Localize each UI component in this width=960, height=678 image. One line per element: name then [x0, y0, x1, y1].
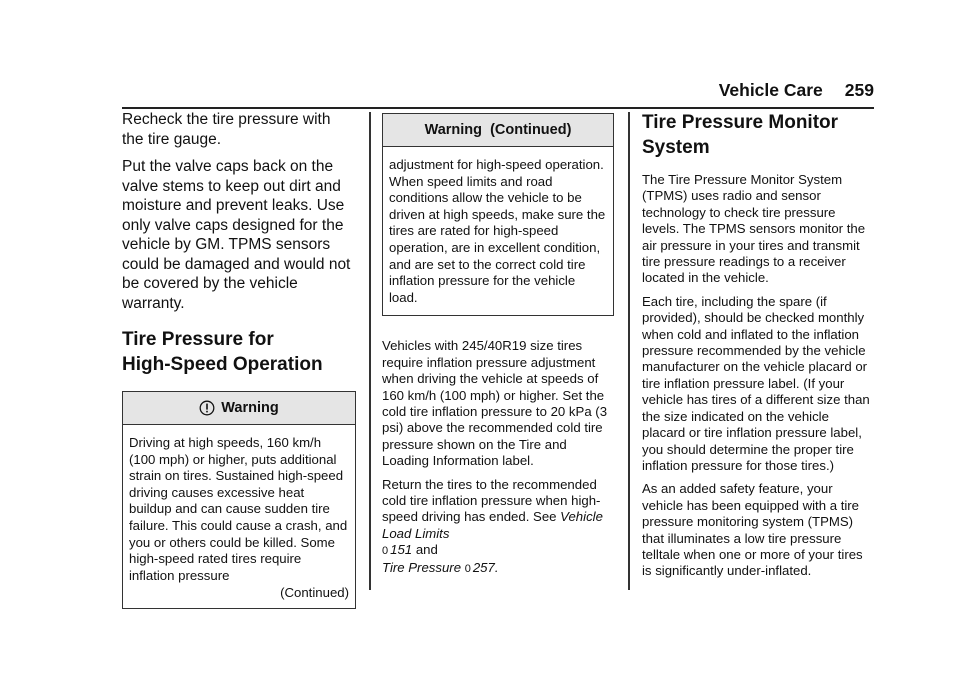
column-divider — [628, 112, 630, 590]
paragraph: Each tire, including the spare (if provided), should be checked monthly when cold and inflated to the inflation pressure recommended by the vehicle manufacturer on the vehicle placard or tire inflation pressure label. (If your vehicle has tires of a different size than the size indicated on the vehicle placard or tire inflation pressure label, you should determine the proper tire inflation pressure for those tires.) — [642, 293, 870, 473]
column-divider — [369, 112, 371, 590]
paragraph: As an added safety feature, your vehicle has been equipped with a tire pressure monitoring system (TPMS) that illuminates a low tire pressure telltale when one or more of your tires is significantly under-inflated. — [642, 481, 863, 579]
warning-title: Warning — [221, 400, 279, 416]
warning-header — [383, 114, 613, 147]
heading-line: Tire Pressure for — [122, 329, 274, 350]
warning-text: adjustment for high-speed operation. When speed limits and road conditions allow the vehicle to be driven at high speeds, make sure the tires are rated for high-speed operation, are in excellent condition, and are set to the correct cold tire inflation pressure for the vehicle load. — [389, 157, 606, 305]
continued-label: (Continued) — [280, 585, 349, 601]
conjunction: and — [415, 542, 438, 558]
heading-line: Tire Pressure Monitor — [642, 112, 839, 133]
page-reference-icon: 0 — [464, 562, 471, 575]
heading-line: System — [642, 137, 710, 158]
section-title: Vehicle Care — [718, 80, 823, 100]
paragraph-text: Return the tires to the recommended cold tire inflation pressure when high-speed driving has ended. See — [382, 476, 601, 525]
column-left — [122, 110, 356, 609]
paragraph: Recheck the tire pressure with the tire gauge. — [122, 111, 331, 148]
reference-link-vehicle-load-limits[interactable]: Vehicle Load Limits — [382, 509, 603, 541]
paragraph-with-references — [382, 477, 614, 577]
warning-header — [123, 392, 355, 425]
warning-body — [123, 425, 355, 608]
warning-body — [383, 147, 613, 315]
heading-line: High-Speed Operation — [122, 354, 323, 375]
section-heading — [122, 327, 356, 377]
warning-title: Warning (Continued) — [424, 122, 572, 138]
column-right — [642, 110, 874, 587]
reference-link-tire-pressure[interactable]: Tire Pressure — [382, 559, 462, 575]
paragraph: Put the valve caps back on the valve stems to keep out dirt and moisture and prevent leaks. Use only valve caps designed for the vehicle by GM. TPMS sensors could be damaged and would not be covered by the vehicle warranty. — [122, 158, 351, 312]
warning-icon — [199, 400, 215, 416]
reference-page[interactable]: 151 — [390, 542, 413, 558]
warning-box-continued — [382, 113, 614, 316]
page-number: 259 — [844, 80, 874, 100]
page-header — [719, 80, 874, 101]
section-heading — [642, 110, 874, 160]
reference-page[interactable]: 257. — [472, 559, 499, 575]
warning-box — [122, 391, 356, 609]
warning-text: Driving at high speeds, 160 km/h (100 mph) or higher, puts additional strain on tires. Sustained high-speed driving causes excessive heat buildup and can cause sudden tire failure. This could cause a crash, and you or others could be killed. Some high-speed rated tires require inflation pressure — [129, 435, 348, 583]
page-reference-icon: 0 — [382, 545, 389, 558]
paragraph: The Tire Pressure Monitor System (TPMS) uses radio and sensor technology to check tire pressure levels. The TPMS sensors monitor the air pressure in your tires and transmit tire pressure readings to a receiver located in the vehicle. — [642, 172, 866, 286]
paragraph: Vehicles with 245/40R19 size tires require inflation pressure adjustment when driving the vehicle at speeds of 160 km/h (100 mph) or higher. Set the cold tire inflation pressure to 20 kPa (3 psi) above the recommended cold tire pressure shown on the Tire and Loading Information label. — [382, 338, 608, 469]
column-middle — [382, 113, 614, 584]
header-rule — [122, 107, 874, 109]
